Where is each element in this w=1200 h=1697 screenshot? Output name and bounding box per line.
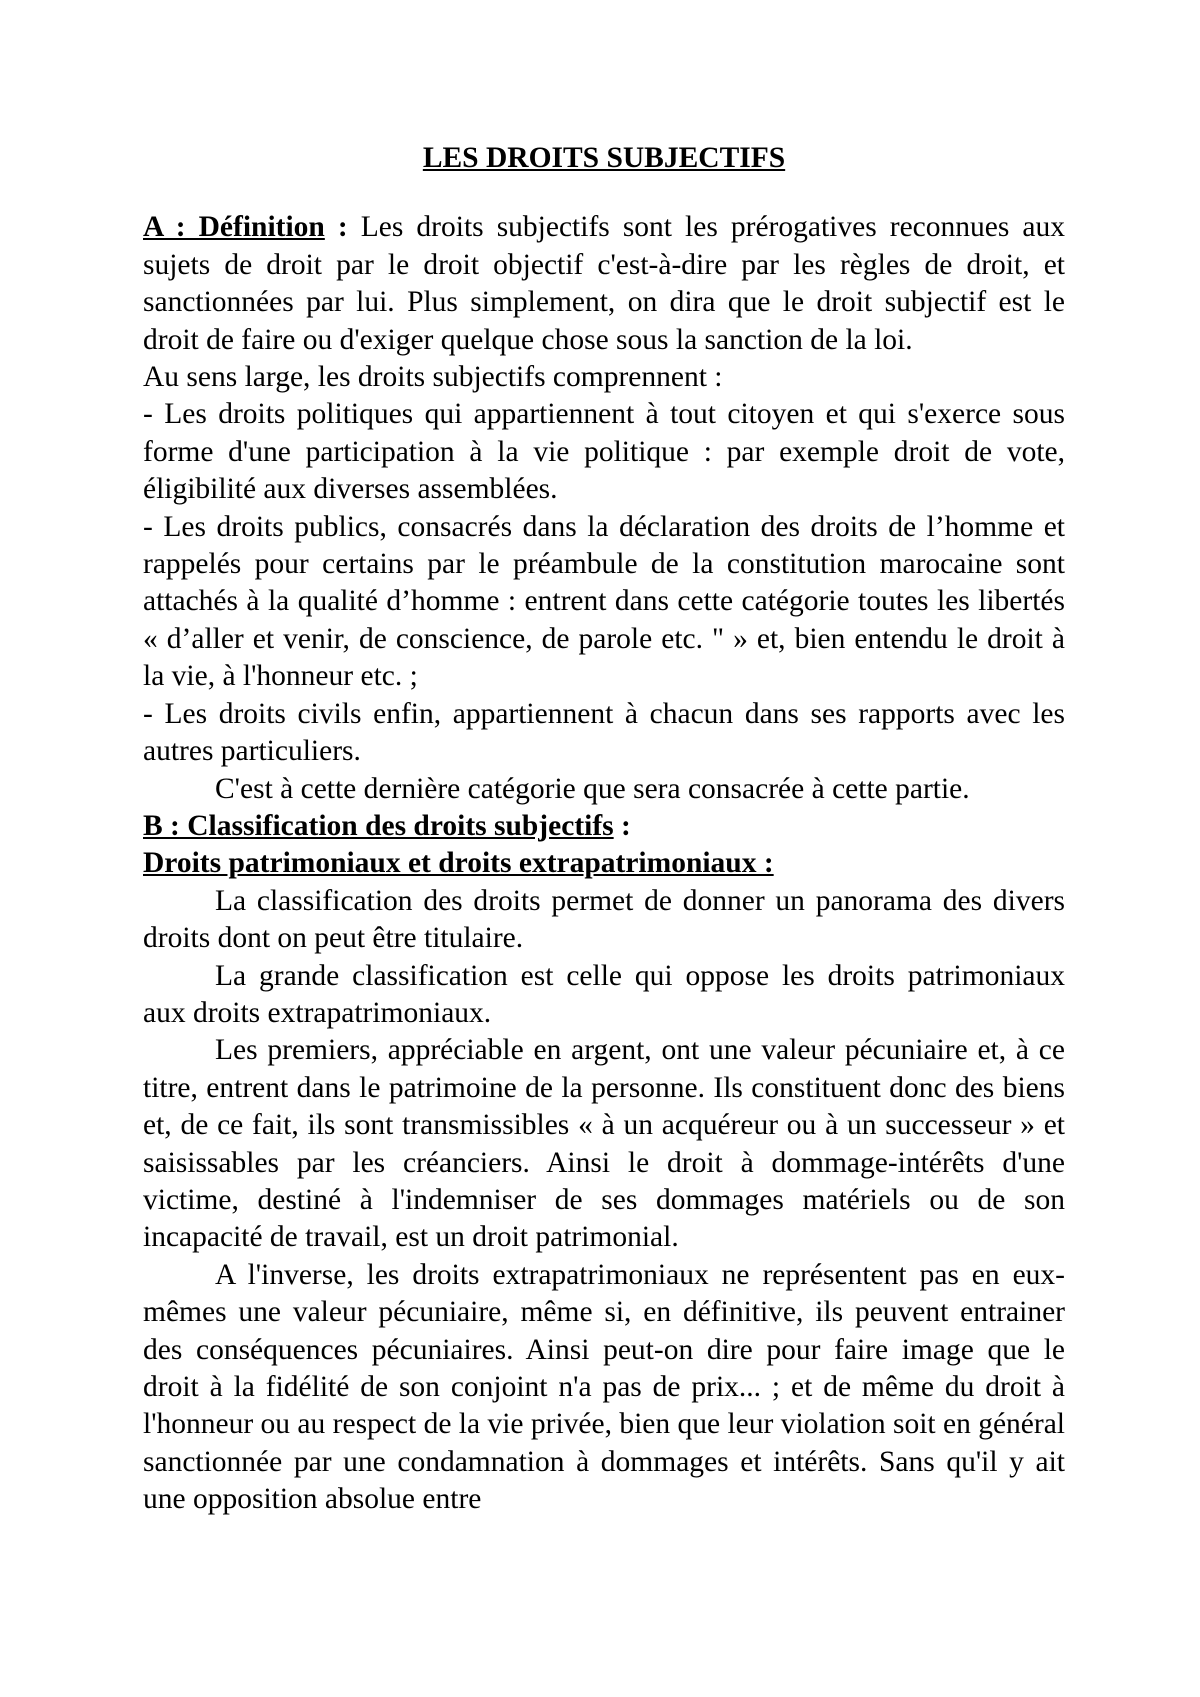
- list-item-civil-rights: - Les droits civils enfin, appartiennent à chacun dans ses rapports avec les autres particuliers.: [143, 697, 1065, 768]
- section-b-heading-line: [143, 808, 1065, 845]
- section-b-colon: :: [613, 809, 631, 842]
- list-intro: Au sens large, les droits subjectifs comprennent :: [143, 361, 723, 394]
- document-title: LES DROITS SUBJECTIFS: [422, 142, 786, 174]
- paragraph-extrapatrimonial-rights: A l'inverse, les droits extrapatrimoniaux ne représentent pas en eux-mêmes une valeur pécuniaire, même si, en définitive, ils peuvent entrainer des conséquences pécuniaires. Ainsi peut-on dire pour faire image que le droit à la fidélité de son conjoint n'a pas de prix... ; et de même du droit à l'honneur ou au respect de la vie privée, bien que leur violation soit en général sanctionnée par une condamnation à dommages et intérêts. Sans qu'il y ait une opposition absolue entre: [143, 1258, 1065, 1516]
- paragraph-classification-panorama: La classification des droits permet de donner un panorama des divers droits dont on peut être titulaire.: [143, 884, 1065, 955]
- section-b-heading: B : Classification des droits subjectifs: [143, 809, 614, 842]
- section-a-heading: A : Définition: [143, 211, 325, 244]
- list-item-political-rights: - Les droits politiques qui appartiennent à tout citoyen et qui s'exerce sous forme d'une participation à la vie politique : par exemple droit de vote, éligibilité aux diverses assemblées.: [143, 398, 1065, 506]
- paragraph-patrimonial-rights: Les premiers, appréciable en argent, ont une valeur pécuniaire et, à ce titre, entrent dans le patrimoine de la personne. Ils constituent donc des biens et, de ce fait, ils sont transmissibles « à un acquéreur ou à un successeur » et saisissables par les créanciers. Ainsi le droit à dommage-intérêts d'une victime, destiné à l'indemniser de ses dommages matériels ou de son incapacité de travail, est un droit patrimonial.: [143, 1034, 1065, 1254]
- list-item-public-rights: - Les droits publics, consacrés dans la déclaration des droits de l’homme et rappelés pour certains par le préambule de la constitution marocaine sont attachés à la qualité d’homme : entrent dans cette catégorie toutes les libertés « d’aller et venir, de conscience, de parole etc. " » et, bien entendu le droit à la vie, à l'honneur etc. ;: [143, 510, 1065, 693]
- document-body: [143, 140, 1065, 1519]
- definition-text: Les droits subjectifs sont les prérogatives reconnues aux sujets de droit par le droit objectif c'est-à-dire par les règles de droit, et sanctionnées par lui. Plus simplement, on dira que le droit subjectif est le droit de faire ou d'exiger quelque chose sous la sanction de la loi.: [143, 211, 1065, 356]
- definition-paragraph: [143, 209, 1065, 359]
- section-a-colon: :: [324, 211, 348, 244]
- section-b-subheading: Droits patrimoniaux et droits extrapatrimoniaux :: [143, 847, 774, 880]
- paragraph-grand-classification: La grande classification est celle qui oppose les droits patrimoniaux aux droits extrapatrimoniaux.: [143, 959, 1065, 1029]
- closing-sentence: C'est à cette dernière catégorie que sera consacrée à cette partie.: [215, 772, 970, 805]
